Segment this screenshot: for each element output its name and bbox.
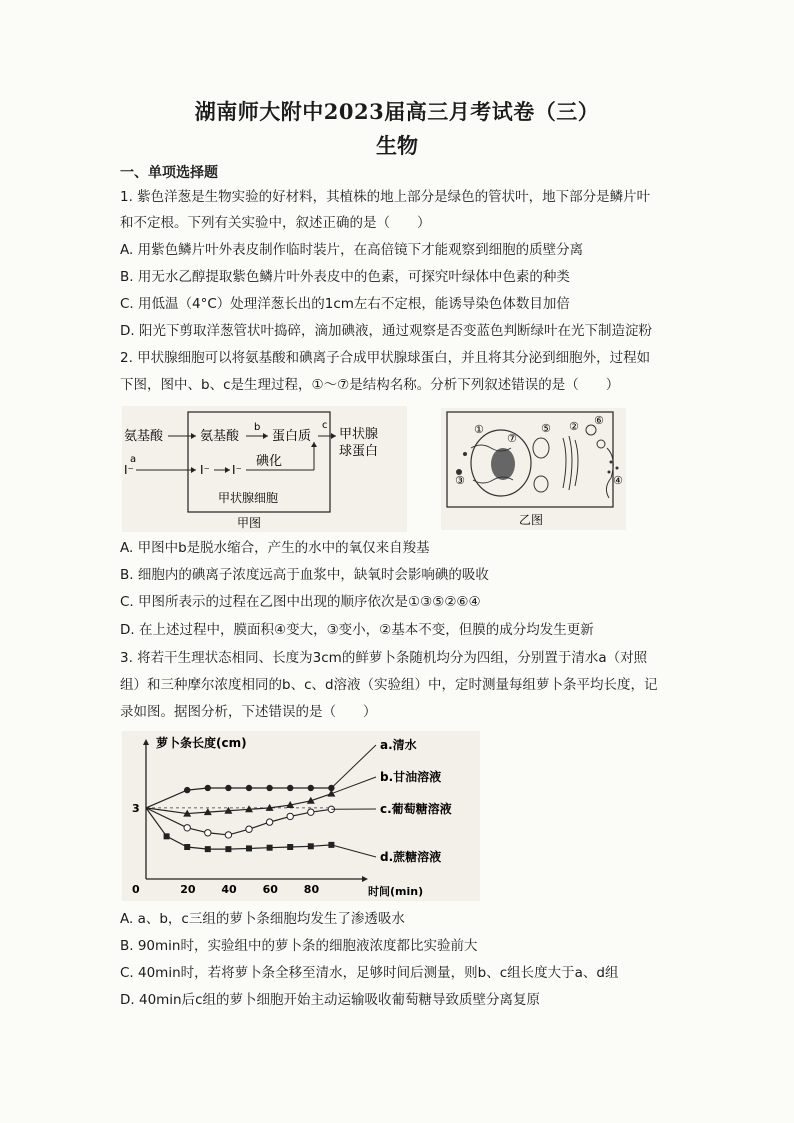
label-b: b bbox=[254, 422, 261, 433]
figure-jia-caption: 甲图 bbox=[237, 516, 262, 530]
q1-option-b: B. 用无水乙醇提取紫色鳞片叶外表皮中的色素，可探究叶绿体中色素的种类 bbox=[120, 269, 570, 285]
data-point bbox=[205, 785, 211, 791]
q1-option-c: C. 用低温（4°C）处理洋葱长出的1cm左右不定根，能诱导染色体数目加倍 bbox=[120, 296, 570, 312]
structure-6: ⑥ bbox=[594, 414, 604, 427]
data-point bbox=[246, 826, 252, 832]
structure-7: ⑦ bbox=[507, 432, 517, 445]
data-point bbox=[266, 785, 272, 791]
q1-option-d: D. 阳光下剪取洋葱管状叶捣碎，滴加碘液，通过观察是否变蓝色判断绿叶在光下制造淀粉 bbox=[120, 323, 652, 339]
figure-jia bbox=[122, 406, 407, 532]
ion-inside-2: I⁻ bbox=[232, 463, 242, 477]
data-point bbox=[287, 844, 293, 850]
q3-option-d: D. 40min后c组的萝卜细胞开始主动运输吸收葡萄糖导致质壁分离复原 bbox=[120, 992, 541, 1008]
data-point bbox=[164, 833, 170, 839]
structure-4: ④ bbox=[613, 474, 623, 487]
structure-1: ① bbox=[474, 423, 484, 436]
figure-yi bbox=[441, 408, 626, 530]
data-point bbox=[205, 830, 211, 836]
q2-stem-line2: 下图，图中、b、c是生理过程，①～⑦是结构名称。分析下列叙述错误的是（ ） bbox=[120, 377, 620, 393]
legend-label: c.葡萄糖溶液 bbox=[380, 802, 452, 816]
data-point bbox=[308, 843, 314, 849]
data-point bbox=[225, 785, 231, 791]
structure-3: ③ bbox=[455, 474, 465, 487]
nucleolus bbox=[491, 448, 515, 480]
product-line1: 甲状腺 bbox=[339, 427, 379, 442]
q2-option-a: A. 甲图中b是脱水缩合，产生的水中的氧仅来自羧基 bbox=[120, 540, 430, 556]
figure-yi-caption: 乙图 bbox=[519, 513, 544, 527]
data-point bbox=[308, 809, 314, 815]
data-point bbox=[246, 785, 252, 791]
y-tick-label: 3 bbox=[132, 801, 140, 815]
q3-stem-line3: 录如图。据图分析，下述错误的是（ ） bbox=[120, 704, 377, 720]
data-point bbox=[184, 825, 190, 831]
q3-stem-line2: 组）和三种摩尔浓度相同的b、c、d溶液（实验组）中，定时测量每组萝卜条平均长度，记 bbox=[120, 677, 658, 693]
q3-option-b: B. 90min时，实验组中的萝卜条的细胞液浓度都比实验前大 bbox=[120, 938, 478, 954]
ion-inside: I⁻ bbox=[200, 463, 210, 477]
x-tick-label: 80 bbox=[303, 883, 320, 896]
q2-stem-line1: 2. 甲状腺细胞可以将氨基酸和碘离子合成甲状腺球蛋白，并且将其分泌到细胞外，过程如 bbox=[120, 350, 651, 366]
q3-option-a: A. a、b，c三组的萝卜条细胞均发生了渗透吸水 bbox=[120, 911, 405, 927]
product-line2: 球蛋白 bbox=[339, 444, 379, 459]
amino-acid-inside: 氨基酸 bbox=[200, 429, 240, 444]
data-point bbox=[308, 785, 314, 791]
data-point bbox=[225, 846, 231, 852]
legend-label: d.蔗糖溶液 bbox=[380, 850, 442, 864]
data-point bbox=[225, 832, 231, 838]
structure-2: ② bbox=[569, 420, 579, 433]
amino-acid-outside: 氨基酸 bbox=[124, 429, 164, 444]
legend-label: a.清水 bbox=[380, 738, 417, 752]
q2-option-b: B. 细胞内的碘离子浓度远高于血浆中，缺氧时会影响碘的吸收 bbox=[120, 567, 489, 583]
structure-5: ⑤ bbox=[541, 422, 551, 435]
data-point bbox=[246, 845, 252, 851]
cell-label: 甲状腺细胞 bbox=[218, 491, 279, 505]
data-point bbox=[184, 787, 190, 793]
data-point bbox=[266, 819, 272, 825]
ion-outside: I⁻ bbox=[124, 463, 134, 477]
radish-length-chart bbox=[122, 731, 480, 901]
q3-stem-line1: 3. 将若干生理状态相同、长度为3cm的鲜萝卜条随机均分为四组，分别置于清水a（对照 bbox=[120, 650, 648, 666]
q2-option-c: C. 甲图所表示的过程在乙图中出现的顺序依次是①③⑤②⑥④ bbox=[120, 594, 481, 610]
label-c: c bbox=[322, 420, 328, 431]
x-tick-label: 20 bbox=[180, 883, 196, 896]
data-point bbox=[267, 845, 273, 851]
iodination-label: 碘化 bbox=[256, 454, 283, 469]
data-point bbox=[287, 813, 293, 819]
label-a: a bbox=[130, 454, 137, 465]
q1-stem-line1: 1. 紫色洋葱是生物实验的好材料，其植株的地上部分是绿色的管状叶，地下部分是鳞片叶 bbox=[120, 189, 651, 205]
chart-xlabel: 时间(min) bbox=[368, 885, 424, 898]
q1-stem-line2: 和不定根。下列有关实验中，叙述正确的是（ ） bbox=[120, 215, 431, 231]
section-heading: 一、单项选择题 bbox=[120, 165, 218, 181]
q3-option-c: C. 40min时，若将萝卜条全移至清水，足够时间后测量，则b、c组长度大于a、d组 bbox=[120, 965, 619, 981]
x-tick-label: 60 bbox=[262, 883, 278, 896]
q1-option-a: A. 用紫色鳞片叶外表皮制作临时装片，在高倍镜下才能观察到细胞的质壁分离 bbox=[120, 242, 584, 258]
subject-title: 生物 bbox=[376, 133, 418, 158]
q2-option-d: D. 在上述过程中，膜面积④变大，③变小，②基本不变，但膜的成分均发生更新 bbox=[120, 622, 594, 638]
chart-ylabel: 萝卜条长度(cm) bbox=[156, 736, 247, 750]
x-tick-label: 0 bbox=[132, 883, 140, 896]
data-point bbox=[184, 844, 190, 850]
protein-label: 蛋白质 bbox=[272, 429, 312, 444]
data-point bbox=[287, 785, 293, 791]
data-point bbox=[205, 846, 211, 852]
legend-label: b.甘油溶液 bbox=[380, 770, 442, 784]
x-tick-label: 40 bbox=[221, 883, 237, 896]
exam-title: 湖南师大附中2023届高三月考试卷（三） bbox=[194, 99, 600, 124]
